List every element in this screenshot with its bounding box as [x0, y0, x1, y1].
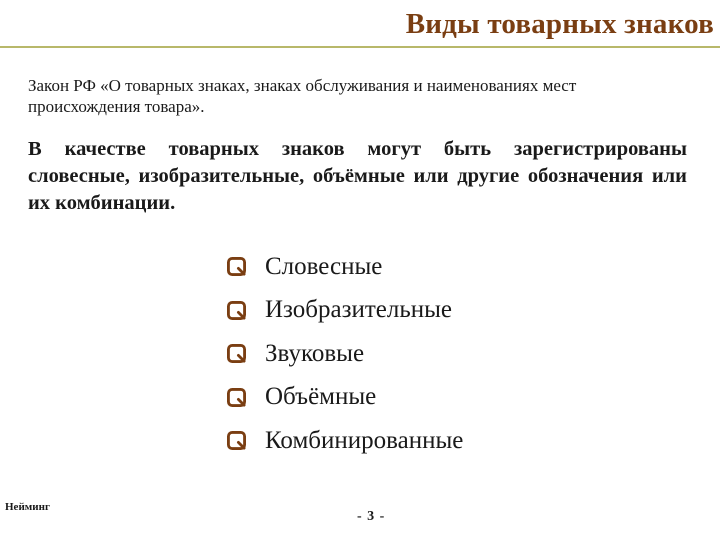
list-item — [227, 376, 463, 420]
list-item — [227, 245, 463, 289]
checkbox-square-icon — [227, 257, 246, 276]
trademark-types-list — [227, 245, 463, 463]
list-item — [227, 289, 463, 333]
title-divider — [0, 46, 720, 48]
law-reference-text: Закон РФ «О товарных знаках, знаках обслуживания и наименованиях мест происхождения товара». — [28, 76, 577, 116]
list-item — [227, 419, 463, 463]
page-number: - 3 - — [357, 509, 386, 524]
checkbox-square-icon — [227, 431, 246, 450]
type-label-figurative: Изобразительные — [265, 296, 453, 324]
checkbox-square-icon — [227, 301, 246, 320]
type-label-combined: Комбинированные — [265, 426, 464, 454]
slide-title: Виды товарных знаков — [405, 8, 714, 40]
checkbox-square-icon — [227, 344, 246, 363]
type-label-sound: Звуковые — [265, 339, 365, 367]
footer-label: Нейминг — [5, 501, 50, 513]
main-statement: В качестве товарных знаков могут быть зарегистрированы словесные, изобразительные, объёмные или другие обозначения или их комбинации. — [28, 138, 687, 214]
checkbox-square-icon — [227, 388, 246, 407]
list-item — [227, 332, 463, 376]
type-label-volumetric: Объёмные — [265, 383, 377, 411]
type-label-verbal: Словесные — [265, 252, 383, 280]
